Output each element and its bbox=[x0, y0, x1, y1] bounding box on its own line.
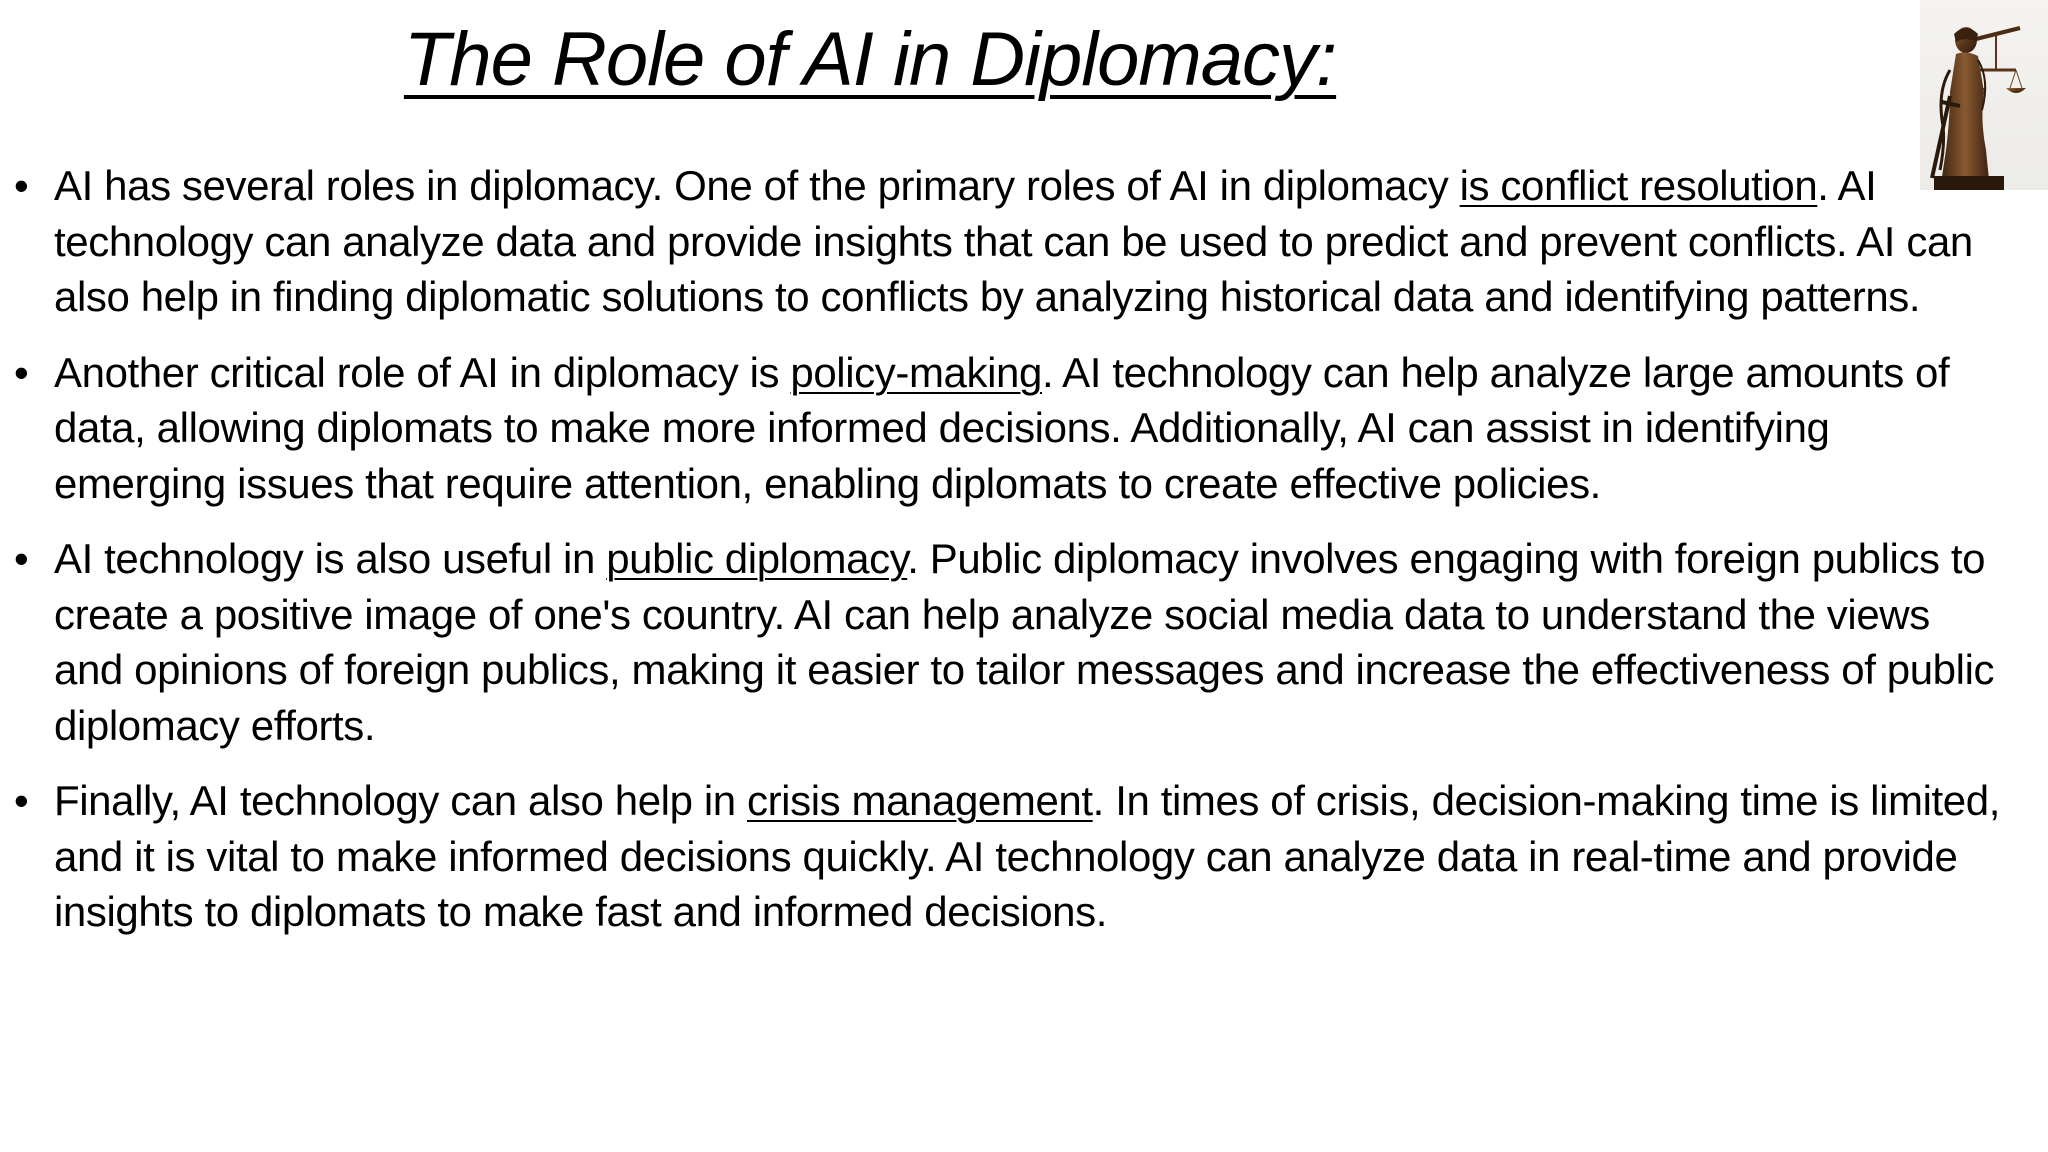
bullet-text-lead: AI technology is also useful in bbox=[54, 535, 607, 582]
bullet-text-rest: . AI technology can analyze data and provide insights that can be used to predict and prevent conflicts. AI can also help in finding diplomatic solutions to conflicts by analyzing historical data and identifying patterns. bbox=[54, 162, 1973, 320]
underlined-term: policy-making bbox=[790, 348, 1042, 396]
bullet-text-rest: . AI technology can help analyze large amounts of data, allowing diplomats to make more informed decisions. Additionally, AI can assist in identifying emerging issues that require attention, enabling diplomats to create effective policies. bbox=[54, 348, 1950, 507]
bullet-text-lead: Finally, AI technology can also help in bbox=[54, 777, 747, 824]
underlined-term: public diplomacy bbox=[606, 535, 908, 582]
underlined-term: crisis management bbox=[746, 777, 1093, 824]
underlined-term: is conflict resolution bbox=[1459, 162, 1818, 209]
bullet-text-lead: Another critical role of AI in diplomacy is bbox=[54, 348, 791, 396]
bullet-conflict-resolution bbox=[14, 158, 2004, 325]
bullet-text-rest: . In times of crisis, decision-making time is limited, and it is vital to make informed decisions quickly. AI technology can analyze data in real-time and provide insights to diplomats to make fast and informed decisions. bbox=[54, 777, 2000, 935]
bullet-list bbox=[14, 158, 2004, 960]
bullet-public-diplomacy bbox=[14, 531, 2004, 753]
bullet-text-lead: AI has several roles in diplomacy. One of the primary roles of AI in diplomacy bbox=[54, 162, 1460, 209]
slide-title: The Role of AI in Diplomacy: bbox=[403, 17, 1337, 102]
bullet-policy-making bbox=[14, 345, 2004, 512]
bullet-crisis-management bbox=[14, 773, 2004, 940]
bullet-text-rest: . Public diplomacy involves engaging with foreign publics to create a positive image of one's country. AI can help analyze social media data to understand the views and opinions of foreign publics, making it easier to tailor messages and increase the effectiveness of public diplomacy efforts. bbox=[54, 535, 1995, 749]
